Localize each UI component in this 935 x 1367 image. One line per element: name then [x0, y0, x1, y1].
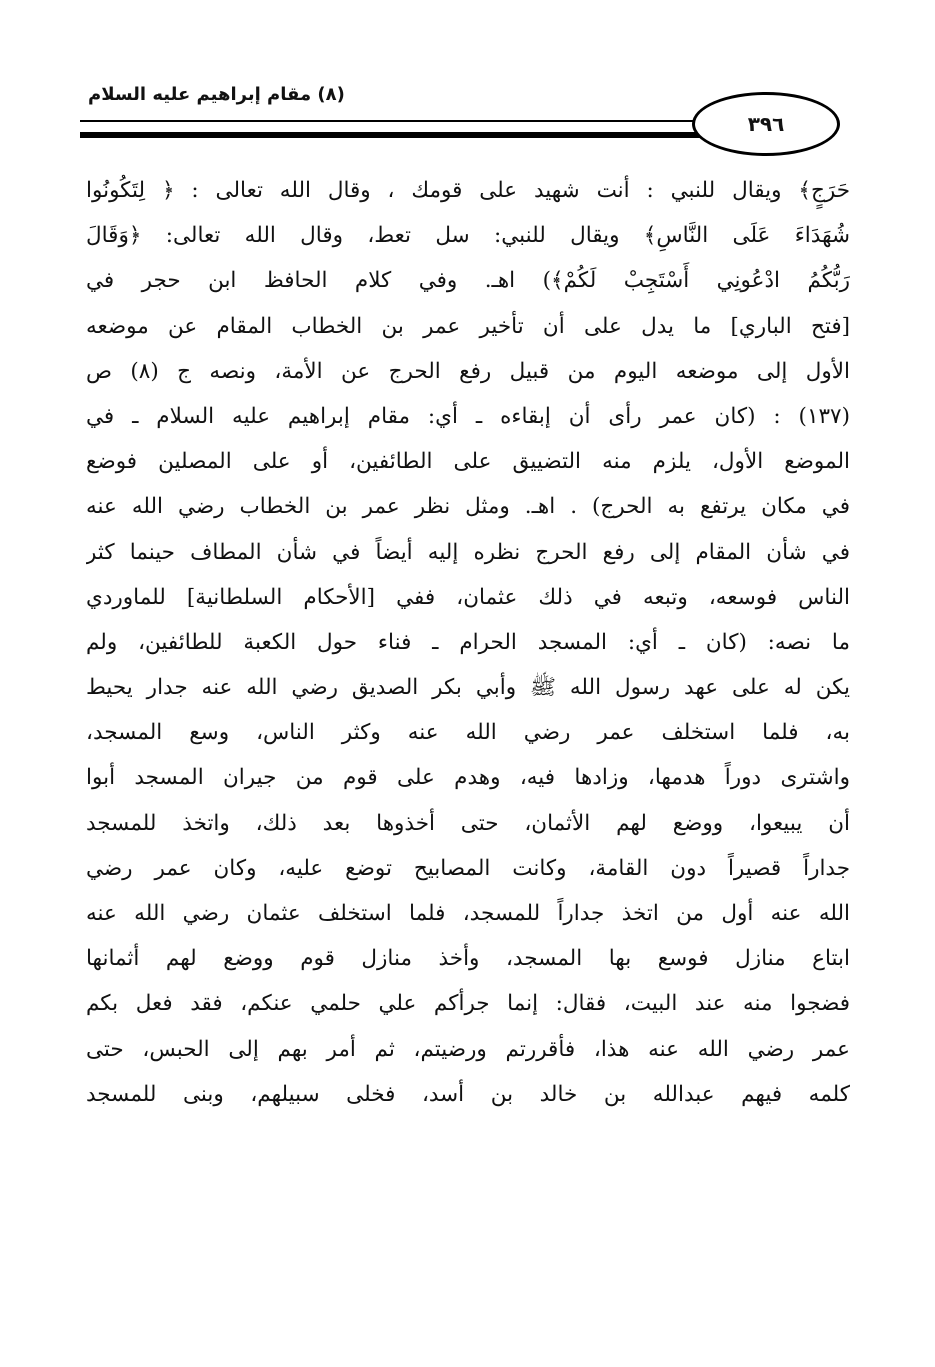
text-line: في شأن المقام إلى رفع الحرج نظره إليه أيضاً في شأن المطاف حينما كثر	[86, 539, 850, 565]
running-title: (٨) مقام إبراهيم عليه السلام	[88, 84, 345, 105]
text-line: الموضع الأول، يلزم منه التضييق على الطائفين، أو على المصلين فوضع	[86, 449, 850, 475]
text-line: الناس فوسعه، وتبعه في ذلك عثمان، ففي [الأحكام السلطانية] للماوردي	[86, 584, 850, 610]
text-line: [فتح الباري] ما يدل على أن تأخير عمر بن الخطاب المقام عن موضعه	[86, 313, 850, 339]
text-line: (١٣٧) : (كان عمر رأى أن إبقاءه ـ أي: مقام إبراهيم عليه السلام ـ في	[86, 403, 850, 429]
text-line: ابتاع منازل فوسع بها المسجد، وأخذ منازل قوم ووضع لهم أثمانها	[86, 946, 850, 972]
text-line: جداراً قصيراً دون القامة، وكانت المصابيح توضع عليه، وكان عمر رضي	[86, 855, 850, 881]
text-line: واشترى دوراً هدمها، وزادها فيه، وهدم على قوم من جيران المسجد أبوا	[86, 765, 850, 791]
text-line: الأول إلى موضعه اليوم من قبيل رفع الحرج عن الأمة، ونصه ج (٨) ص	[86, 358, 850, 384]
text-line: شُهَدَاءَ عَلَى النَّاسِ﴾ ويقال للنبي: سل تعط، وقال الله تعالى: ﴿وَقَالَ	[86, 223, 850, 249]
page-number: ٣٩٦	[747, 112, 785, 136]
header-rule-thick	[80, 132, 715, 138]
text-line: أن يبيعوا، ووضع لهم الأثمان، حتى أخذوها بعد ذلك، واتخذ للمسجد	[86, 810, 850, 836]
text-line: حَرَجٍ﴾ ويقال للنبي : أنت شهيد على قومك ، وقال الله تعالى : ﴿ لِتَكُونُوا	[86, 178, 850, 203]
page-number-oval	[692, 92, 840, 156]
text-line: كلمه فيهم عبدالله بن خالد بن أسد، فخلى سبيلهم، وبنى للمسجد	[86, 1081, 850, 1107]
text-line: رَبُّكُمُ ادْعُونِي أَسْتَجِبْ لَكُمْ﴾) اهـ. وفي كلام الحافظ ابن حجر في	[86, 268, 850, 294]
text-line: عمر رضي الله عنه هذا، فأقررتم ورضيتم، ثم أمر بهم إلى الحبس، حتى	[86, 1036, 850, 1062]
text-line: ما نصه: (كان ـ أي: المسجد الحرام ـ فناء حول الكعبة للطائفين، ولم	[86, 629, 850, 655]
text-line: الله عنه أول من اتخذ جداراً للمسجد، فلما استخلف عثمان رضي الله عنه	[86, 901, 850, 926]
text-line: فضجوا منه عند البيت، فقال: إنما جرأكم علي حلمي عنكم، فقد فعل بكم	[86, 991, 850, 1017]
header-rule-thin	[80, 120, 698, 122]
page-header	[80, 70, 870, 160]
text-line: في مكان يرتفع به الحرج) . اهـ. ومثل نظر عمر بن الخطاب رضي الله عنه	[86, 494, 850, 520]
body-text	[86, 168, 850, 1117]
text-line: يكن له على عهد رسول الله ﷺ وأبي بكر الصديق رضي الله عنه جدار يحيط	[86, 675, 850, 701]
text-line: به، فلما استخلف عمر رضي الله عنه وكثر الناس، وسع المسجد،	[86, 720, 850, 746]
